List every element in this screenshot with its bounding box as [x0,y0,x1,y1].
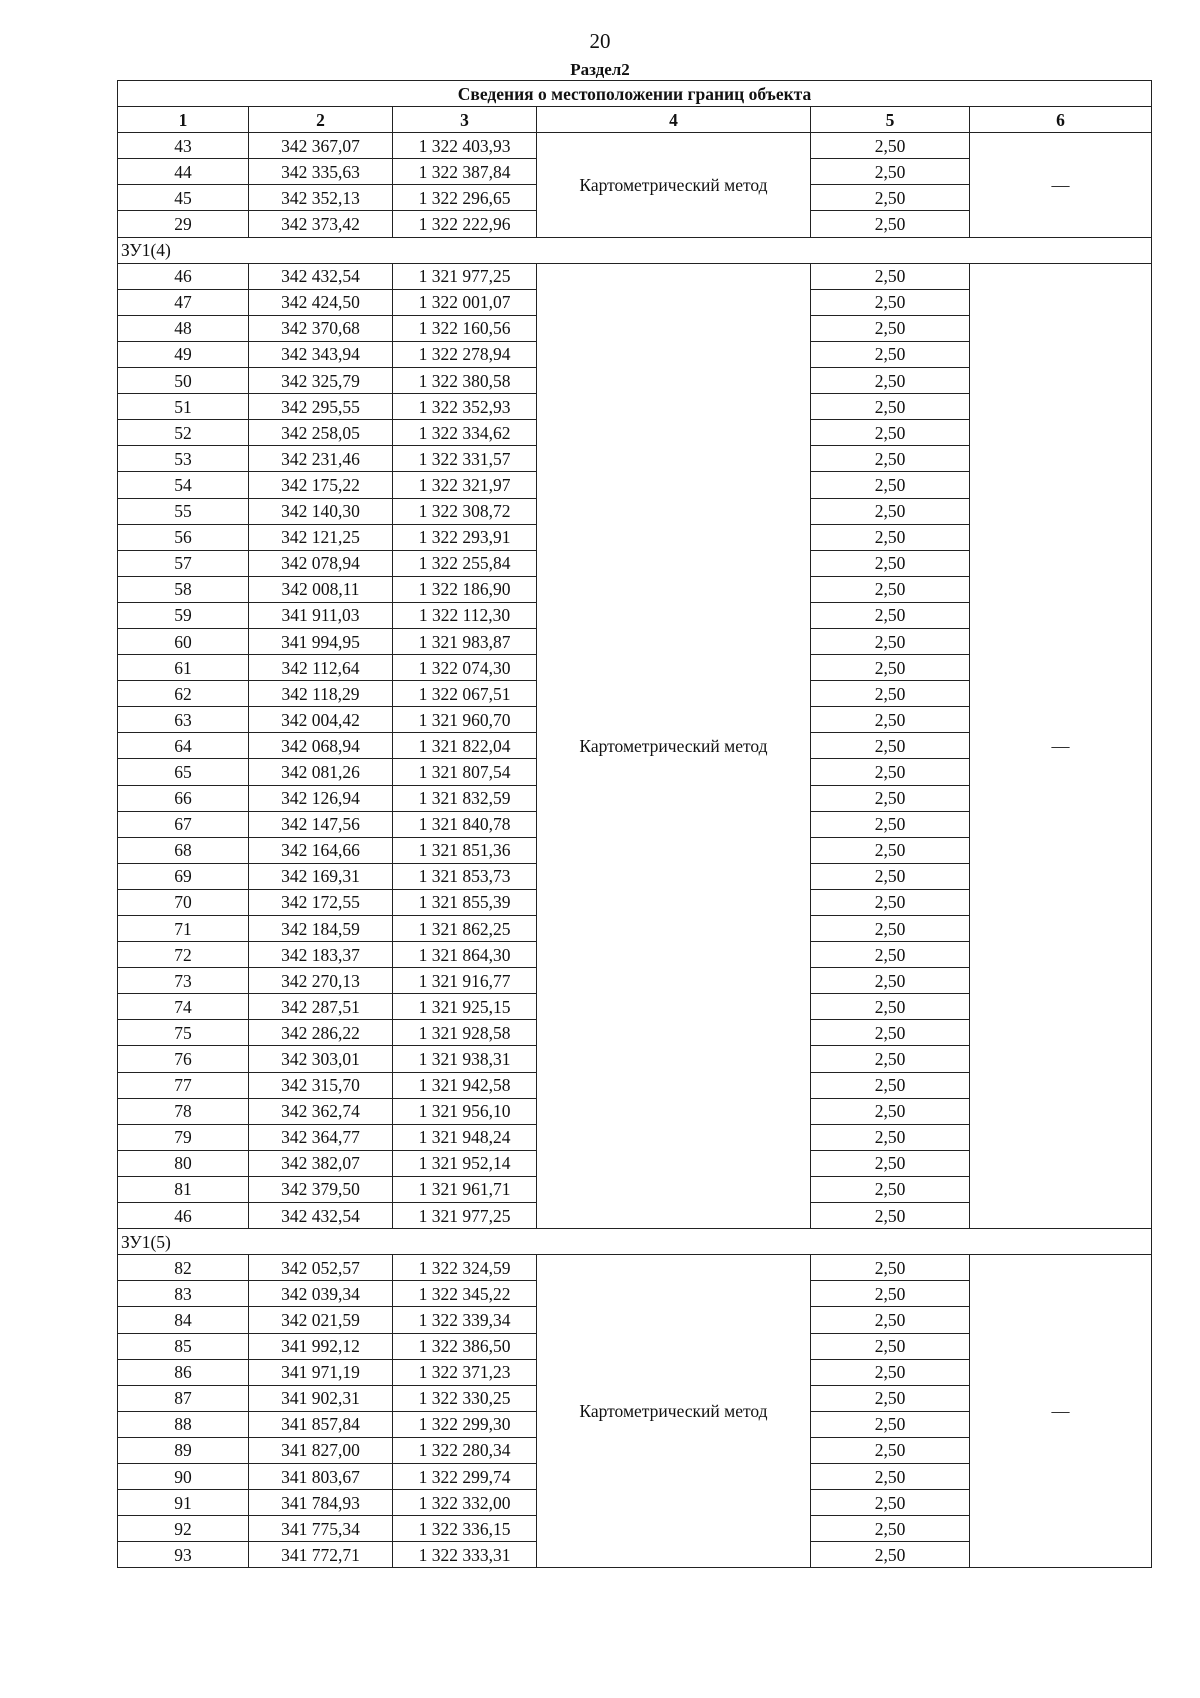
column-header: 2 [249,107,393,133]
coordinate-y: 1 322 380,58 [393,368,537,394]
coordinate-x: 341 827,00 [249,1437,393,1463]
coordinate-x: 342 081,26 [249,759,393,785]
coordinate-y: 1 322 330,25 [393,1385,537,1411]
coordinate-x: 341 775,34 [249,1516,393,1542]
accuracy-value: 2,50 [811,133,970,159]
point-number: 84 [118,1307,249,1333]
coordinate-y: 1 322 299,30 [393,1411,537,1437]
accuracy-value: 2,50 [811,968,970,994]
note-cell: — [970,133,1152,237]
accuracy-value: 2,50 [811,1463,970,1489]
section-title: Раздел2 [570,60,630,79]
point-number: 78 [118,1098,249,1124]
coordinate-x: 342 373,42 [249,211,393,237]
coordinate-y: 1 322 403,93 [393,133,537,159]
point-number: 76 [118,1046,249,1072]
note-cell: — [970,263,1152,1228]
point-number: 46 [118,263,249,289]
coordinate-x: 342 039,34 [249,1281,393,1307]
accuracy-value: 2,50 [811,1490,970,1516]
point-number: 87 [118,1385,249,1411]
coordinate-x: 342 287,51 [249,994,393,1020]
coordinate-x: 342 068,94 [249,733,393,759]
point-number: 61 [118,655,249,681]
point-number: 88 [118,1411,249,1437]
point-number: 43 [118,133,249,159]
point-number: 47 [118,289,249,315]
accuracy-value: 2,50 [811,916,970,942]
point-number: 54 [118,472,249,498]
coordinate-y: 1 322 387,84 [393,159,537,185]
coordinate-y: 1 322 067,51 [393,681,537,707]
coordinate-x: 342 286,22 [249,1020,393,1046]
coordinate-x: 342 258,05 [249,420,393,446]
column-header: 5 [811,107,970,133]
column-header: 3 [393,107,537,133]
column-header: 6 [970,107,1152,133]
table-title-row [118,81,1152,107]
table-row [118,1255,1152,1281]
coordinate-y: 1 321 983,87 [393,628,537,654]
coordinate-y: 1 321 961,71 [393,1176,537,1202]
coordinate-y: 1 322 278,94 [393,341,537,367]
accuracy-value: 2,50 [811,994,970,1020]
coordinate-x: 341 992,12 [249,1333,393,1359]
coordinate-y: 1 321 942,58 [393,1072,537,1098]
coordinate-x: 342 021,59 [249,1307,393,1333]
point-number: 71 [118,916,249,942]
accuracy-value: 2,50 [811,1098,970,1124]
coordinate-x: 342 140,30 [249,498,393,524]
coordinate-x: 342 295,55 [249,394,393,420]
coordinate-y: 1 322 293,91 [393,524,537,550]
coordinate-x: 342 164,66 [249,837,393,863]
point-number: 60 [118,628,249,654]
coordinate-y: 1 322 160,56 [393,315,537,341]
coordinate-y: 1 321 952,14 [393,1150,537,1176]
point-number: 52 [118,420,249,446]
coordinate-x: 342 315,70 [249,1072,393,1098]
point-number: 81 [118,1176,249,1202]
accuracy-value: 2,50 [811,394,970,420]
point-number: 69 [118,863,249,889]
coordinate-y: 1 322 255,84 [393,550,537,576]
accuracy-value: 2,50 [811,1385,970,1411]
point-number: 83 [118,1281,249,1307]
point-number: 68 [118,837,249,863]
accuracy-value: 2,50 [811,524,970,550]
accuracy-value: 2,50 [811,942,970,968]
coordinate-x: 341 911,03 [249,602,393,628]
point-number: 73 [118,968,249,994]
accuracy-value: 2,50 [811,1411,970,1437]
accuracy-value: 2,50 [811,1176,970,1202]
method-cell: Картометрический метод [537,133,811,237]
coordinate-x: 342 052,57 [249,1255,393,1281]
group-label-row [118,1229,1152,1255]
column-header: 4 [537,107,811,133]
accuracy-value: 2,50 [811,446,970,472]
accuracy-value: 2,50 [811,550,970,576]
coordinate-x: 342 126,94 [249,785,393,811]
accuracy-value: 2,50 [811,602,970,628]
point-number: 89 [118,1437,249,1463]
coordinate-y: 1 321 977,25 [393,1203,537,1229]
point-number: 59 [118,602,249,628]
coordinate-y: 1 321 840,78 [393,811,537,837]
coordinate-y: 1 322 324,59 [393,1255,537,1281]
accuracy-value: 2,50 [811,368,970,394]
group-label-row [118,237,1152,263]
accuracy-value: 2,50 [811,211,970,237]
coordinate-y: 1 322 001,07 [393,289,537,315]
point-number: 29 [118,211,249,237]
table-row [118,133,1152,159]
coordinate-x: 342 008,11 [249,576,393,602]
coordinate-y: 1 322 352,93 [393,394,537,420]
point-number: 70 [118,889,249,915]
coordinate-y: 1 321 807,54 [393,759,537,785]
coordinate-x: 342 352,13 [249,185,393,211]
point-number: 63 [118,707,249,733]
point-number: 79 [118,1124,249,1150]
coordinate-y: 1 321 928,58 [393,1020,537,1046]
page-number: 20 [589,29,611,53]
coordinate-x: 342 078,94 [249,550,393,576]
coordinate-x: 342 121,25 [249,524,393,550]
point-number: 77 [118,1072,249,1098]
coordinate-y: 1 322 331,57 [393,446,537,472]
coordinate-y: 1 322 321,97 [393,472,537,498]
table-title: Сведения о местоположении границ объекта [118,81,1152,107]
point-number: 51 [118,394,249,420]
coordinate-y: 1 321 925,15 [393,994,537,1020]
accuracy-value: 2,50 [811,863,970,889]
point-number: 85 [118,1333,249,1359]
accuracy-value: 2,50 [811,1307,970,1333]
point-number: 58 [118,576,249,602]
coordinate-x: 341 784,93 [249,1490,393,1516]
coordinate-x: 342 335,63 [249,159,393,185]
point-number: 50 [118,368,249,394]
coordinate-y: 1 321 938,31 [393,1046,537,1072]
coordinate-x: 342 184,59 [249,916,393,942]
point-number: 53 [118,446,249,472]
coordinate-y: 1 322 186,90 [393,576,537,602]
coordinate-y: 1 321 851,36 [393,837,537,863]
accuracy-value: 2,50 [811,889,970,915]
coordinate-x: 342 112,64 [249,655,393,681]
accuracy-value: 2,50 [811,289,970,315]
coordinate-y: 1 322 336,15 [393,1516,537,1542]
accuracy-value: 2,50 [811,1072,970,1098]
coordinate-x: 342 118,29 [249,681,393,707]
coordinate-x: 342 343,94 [249,341,393,367]
method-cell: Картометрический метод [537,1255,811,1568]
coordinate-x: 342 172,55 [249,889,393,915]
coordinate-y: 1 321 948,24 [393,1124,537,1150]
accuracy-value: 2,50 [811,811,970,837]
accuracy-value: 2,50 [811,341,970,367]
accuracy-value: 2,50 [811,1359,970,1385]
coordinate-x: 341 857,84 [249,1411,393,1437]
coordinate-x: 342 364,77 [249,1124,393,1150]
coordinate-x: 342 004,42 [249,707,393,733]
coordinate-x: 342 379,50 [249,1176,393,1202]
coordinate-y: 1 322 334,62 [393,420,537,446]
accuracy-value: 2,50 [811,498,970,524]
coordinate-x: 342 432,54 [249,1203,393,1229]
column-header: 1 [118,107,249,133]
coordinate-x: 342 432,54 [249,263,393,289]
coordinate-x: 342 147,56 [249,811,393,837]
coordinate-y: 1 322 074,30 [393,655,537,681]
column-header-row [118,107,1152,133]
point-number: 62 [118,681,249,707]
coordinate-x: 342 183,37 [249,942,393,968]
point-number: 57 [118,550,249,576]
point-number: 91 [118,1490,249,1516]
coordinate-y: 1 322 308,72 [393,498,537,524]
coordinate-x: 341 772,71 [249,1542,393,1568]
accuracy-value: 2,50 [811,1281,970,1307]
point-number: 64 [118,733,249,759]
point-number: 55 [118,498,249,524]
point-number: 45 [118,185,249,211]
point-number: 93 [118,1542,249,1568]
point-number: 44 [118,159,249,185]
accuracy-value: 2,50 [811,1542,970,1568]
coordinate-y: 1 321 864,30 [393,942,537,968]
boundary-table [117,80,1152,1568]
accuracy-value: 2,50 [811,733,970,759]
coordinate-x: 342 169,31 [249,863,393,889]
coordinate-x: 341 971,19 [249,1359,393,1385]
group-label: ЗУ1(4) [118,237,1152,263]
point-number: 56 [118,524,249,550]
accuracy-value: 2,50 [811,472,970,498]
point-number: 75 [118,1020,249,1046]
coordinate-y: 1 321 956,10 [393,1098,537,1124]
accuracy-value: 2,50 [811,1046,970,1072]
accuracy-value: 2,50 [811,759,970,785]
point-number: 72 [118,942,249,968]
accuracy-value: 2,50 [811,655,970,681]
coordinate-y: 1 321 822,04 [393,733,537,759]
coordinate-y: 1 322 332,00 [393,1490,537,1516]
coordinate-x: 342 325,79 [249,368,393,394]
note-cell: — [970,1255,1152,1568]
coordinate-x: 342 270,13 [249,968,393,994]
coordinate-y: 1 321 855,39 [393,889,537,915]
coordinate-y: 1 322 299,74 [393,1463,537,1489]
coordinate-x: 342 303,01 [249,1046,393,1072]
coordinate-y: 1 322 222,96 [393,211,537,237]
point-number: 92 [118,1516,249,1542]
point-number: 65 [118,759,249,785]
accuracy-value: 2,50 [811,837,970,863]
coordinate-y: 1 322 296,65 [393,185,537,211]
coordinate-x: 342 175,22 [249,472,393,498]
coordinate-y: 1 322 371,23 [393,1359,537,1385]
method-cell: Картометрический метод [537,263,811,1228]
coordinate-y: 1 321 853,73 [393,863,537,889]
coordinate-y: 1 321 916,77 [393,968,537,994]
point-number: 66 [118,785,249,811]
table-row [118,263,1152,289]
point-number: 86 [118,1359,249,1385]
accuracy-value: 2,50 [811,263,970,289]
point-number: 74 [118,994,249,1020]
accuracy-value: 2,50 [811,420,970,446]
point-number: 80 [118,1150,249,1176]
coordinate-y: 1 321 977,25 [393,263,537,289]
accuracy-value: 2,50 [811,1124,970,1150]
accuracy-value: 2,50 [811,1437,970,1463]
coordinate-y: 1 322 280,34 [393,1437,537,1463]
accuracy-value: 2,50 [811,1333,970,1359]
coordinate-x: 342 362,74 [249,1098,393,1124]
coordinate-x: 342 231,46 [249,446,393,472]
coordinate-y: 1 322 345,22 [393,1281,537,1307]
accuracy-value: 2,50 [811,315,970,341]
point-number: 49 [118,341,249,367]
accuracy-value: 2,50 [811,1203,970,1229]
coordinate-y: 1 322 333,31 [393,1542,537,1568]
accuracy-value: 2,50 [811,681,970,707]
coordinate-x: 341 902,31 [249,1385,393,1411]
accuracy-value: 2,50 [811,1150,970,1176]
accuracy-value: 2,50 [811,159,970,185]
coordinate-x: 342 424,50 [249,289,393,315]
coordinate-x: 341 803,67 [249,1463,393,1489]
coordinate-y: 1 321 832,59 [393,785,537,811]
accuracy-value: 2,50 [811,185,970,211]
coordinate-y: 1 321 862,25 [393,916,537,942]
accuracy-value: 2,50 [811,1020,970,1046]
point-number: 82 [118,1255,249,1281]
accuracy-value: 2,50 [811,1516,970,1542]
coordinate-x: 342 382,07 [249,1150,393,1176]
accuracy-value: 2,50 [811,628,970,654]
coordinate-x: 342 367,07 [249,133,393,159]
accuracy-value: 2,50 [811,785,970,811]
point-number: 46 [118,1203,249,1229]
coordinate-y: 1 322 386,50 [393,1333,537,1359]
coordinate-y: 1 322 339,34 [393,1307,537,1333]
point-number: 90 [118,1463,249,1489]
coordinate-x: 342 370,68 [249,315,393,341]
coordinate-y: 1 321 960,70 [393,707,537,733]
accuracy-value: 2,50 [811,1255,970,1281]
point-number: 48 [118,315,249,341]
accuracy-value: 2,50 [811,576,970,602]
coordinate-x: 341 994,95 [249,628,393,654]
coordinate-y: 1 322 112,30 [393,602,537,628]
group-label: ЗУ1(5) [118,1229,1152,1255]
accuracy-value: 2,50 [811,707,970,733]
point-number: 67 [118,811,249,837]
